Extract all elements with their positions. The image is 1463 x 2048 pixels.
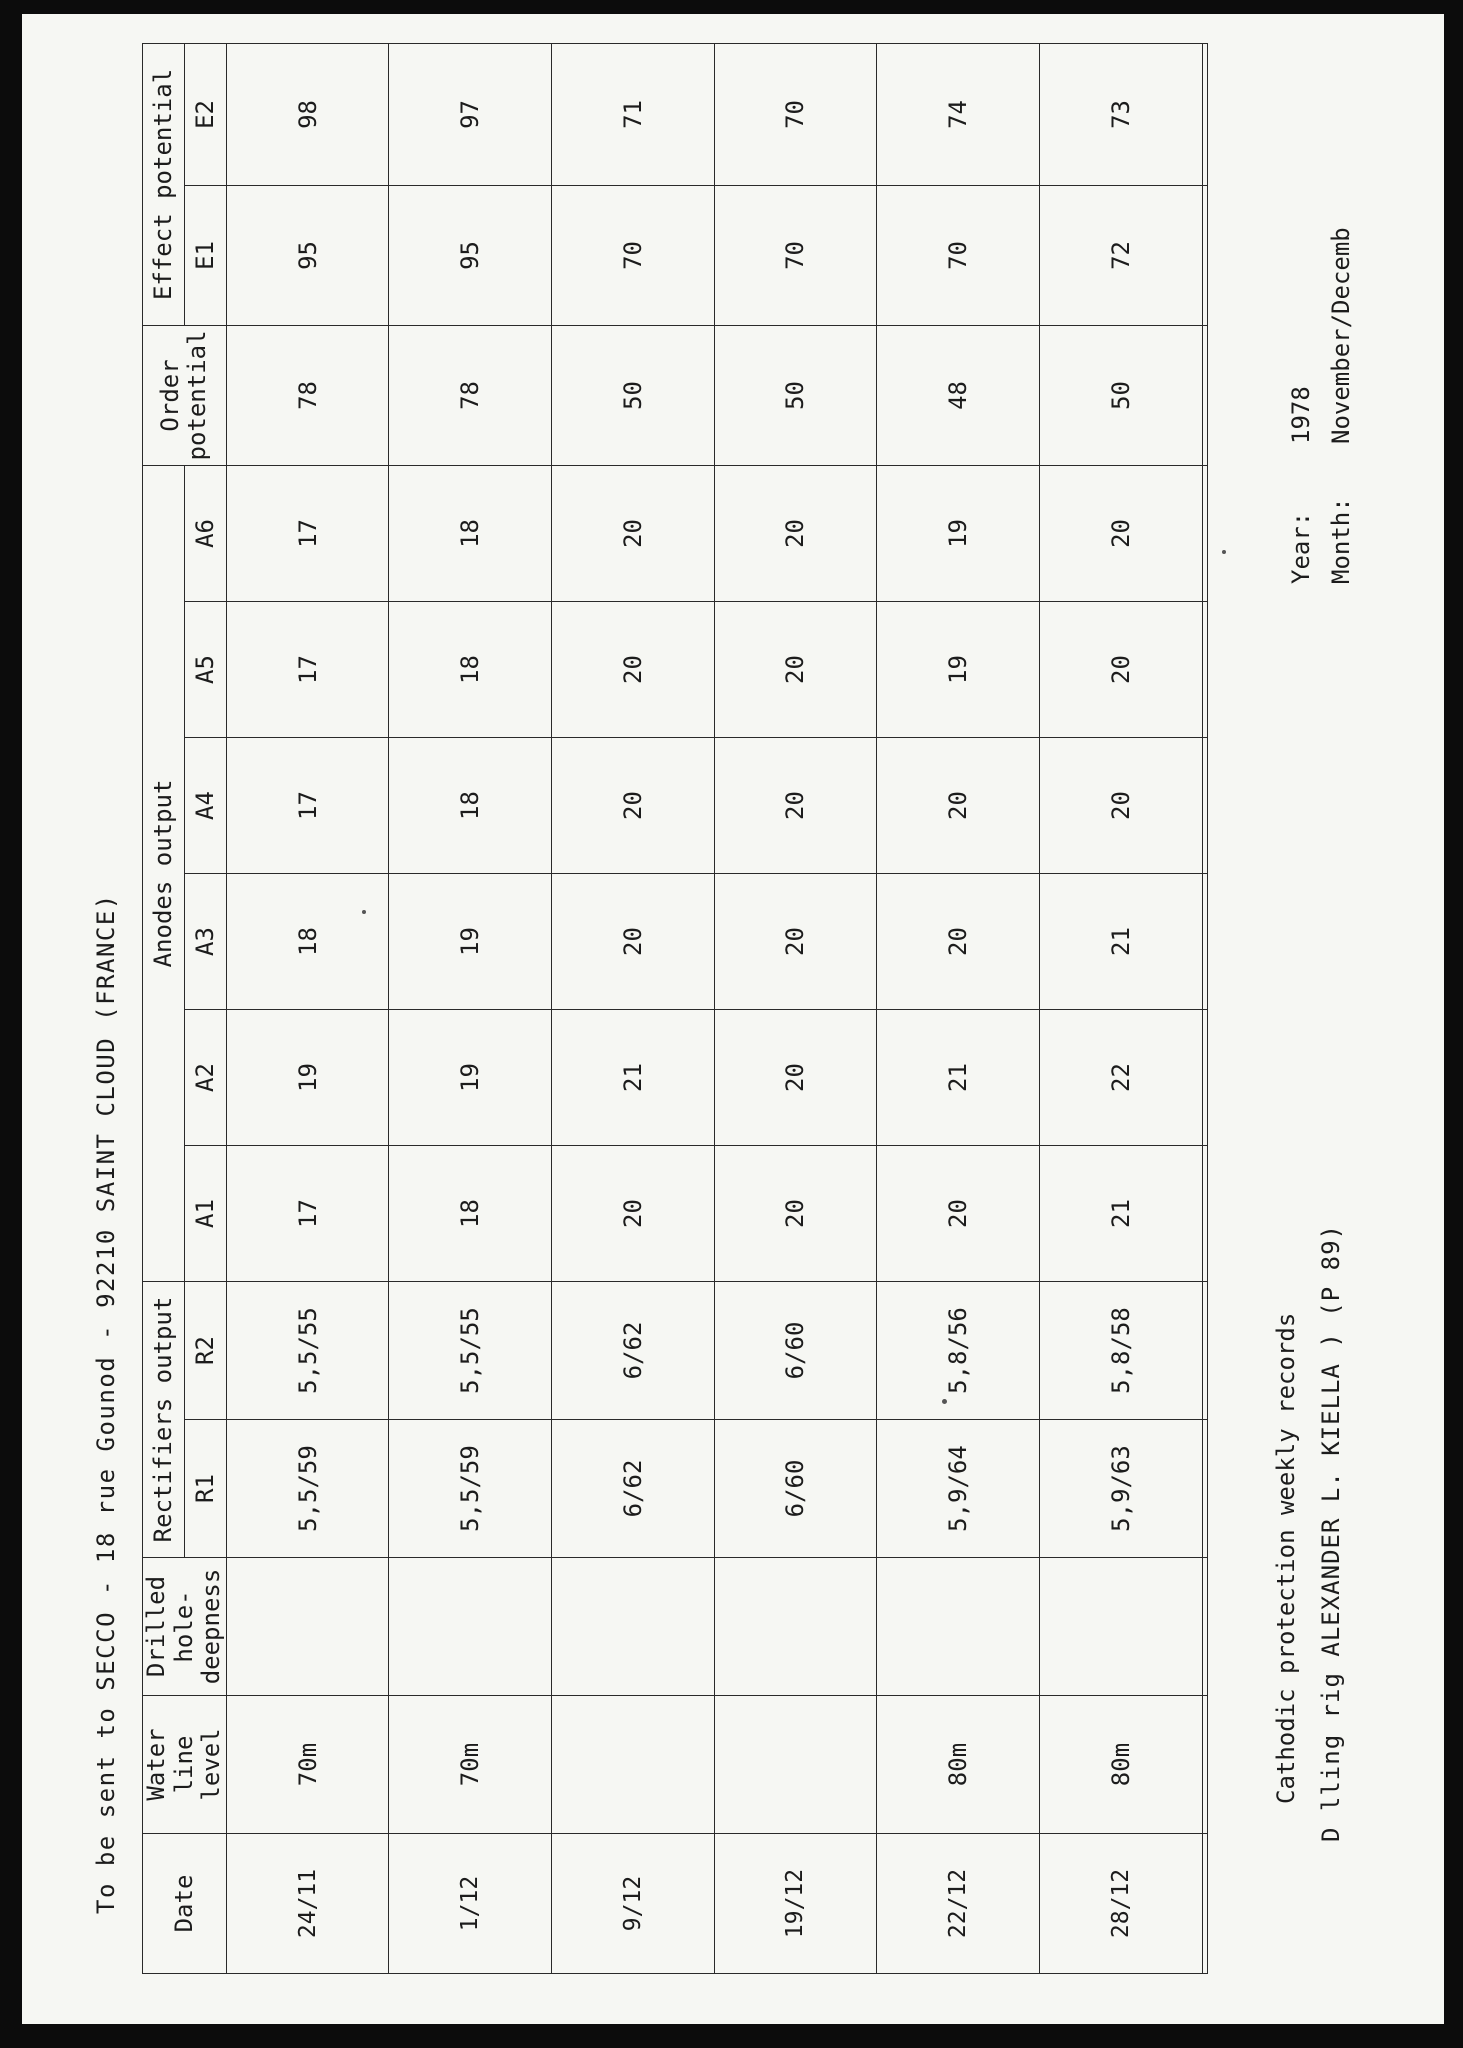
cell-drilled [1202,1558,1208,1696]
rotated-page-content [22,14,1444,2004]
e2-header: E2 [184,43,226,185]
cell-date: 28/12 [1039,1834,1202,1974]
cell-a3: 21 [1039,873,1202,1009]
scan-speck [1222,550,1226,554]
cell-date: 1/12 [389,1834,552,1974]
cell-a4: 18 [389,737,552,873]
rectifiers-output-header: Rectifiers output [143,1281,185,1557]
cell-e2: 70 [714,43,877,185]
cell-a1: 17 [226,1145,389,1281]
cell-a4: 20 [877,737,1040,873]
scan-speck [362,910,366,914]
a3-header: A3 [184,873,226,1009]
a4-header: A4 [184,737,226,873]
cell-a2 [1202,1009,1208,1145]
cell-a6: 19 [877,465,1040,601]
cell-e1 [1202,185,1208,325]
table-row [226,43,389,1973]
cell-a2: 19 [389,1009,552,1145]
cell-a2: 21 [552,1009,715,1145]
cell-r1: 5,5/59 [226,1420,389,1558]
year-label: Year: [1287,511,1315,584]
table-row [1202,43,1208,1973]
cell-drilled [1039,1558,1202,1696]
order-potential-header-line: potential [183,330,212,461]
cell-a2: 21 [877,1009,1040,1145]
water-line-level-header-line: level [197,1728,226,1801]
cell-a5: 20 [1039,601,1202,737]
cell-r2: 5,8/56 [877,1281,1040,1419]
cell-a1: 20 [877,1145,1040,1281]
a5-header: A5 [184,601,226,737]
drilled-hole-deepness-header [143,1558,227,1696]
cell-a2: 22 [1039,1009,1202,1145]
drilled-hole-deepness-header-line: Drilled [142,1575,170,1678]
month-label: Month: [1327,497,1355,584]
cell-drilled [877,1558,1040,1696]
table-body [226,43,1207,1973]
cell-date [1202,1834,1208,1974]
cell-a5: 17 [226,601,389,737]
cell-a1: 18 [389,1145,552,1281]
cell-a1: 20 [552,1145,715,1281]
cell-date: 9/12 [552,1834,715,1974]
table-row [1039,43,1202,1973]
cell-a6: 20 [1039,465,1202,601]
order-potential-header-line: Order [155,359,184,432]
cell-a3: 20 [552,873,715,1009]
cell-a1: 21 [1039,1145,1202,1281]
table-row [877,43,1040,1973]
cell-water: 70m [389,1696,552,1834]
table-row [389,43,552,1973]
cell-e2 [1202,43,1208,185]
cell-a5: 20 [714,601,877,737]
month-value: November/Decemb [1327,227,1355,444]
water-line-level-header-line: line [169,1735,198,1794]
document-subtitle: Cathodic protection weekly records [1272,1312,1300,1804]
cell-a6: 20 [714,465,877,601]
scan-speck [942,1399,947,1404]
e1-header: E1 [184,185,226,325]
cell-r2: 5,5/55 [226,1281,389,1419]
cell-a4 [1202,737,1208,873]
cell-drilled [226,1558,389,1696]
a6-header: A6 [184,465,226,601]
cell-e2: 71 [552,43,715,185]
cell-a6: 20 [552,465,715,601]
cell-r1: 6/60 [714,1420,877,1558]
cell-a3: 20 [877,873,1040,1009]
cell-e1: 95 [226,185,389,325]
cell-a2: 19 [226,1009,389,1145]
table-row [552,43,715,1973]
cell-r1: 5,5/59 [389,1420,552,1558]
cell-order: 78 [226,325,389,465]
cathodic-protection-table [142,43,1208,1974]
cell-r1: 5,9/63 [1039,1420,1202,1558]
order-potential-header [143,325,227,465]
cell-a1 [1202,1145,1208,1281]
cell-a6: 17 [226,465,389,601]
r2-header: R2 [184,1281,226,1419]
cell-e1: 95 [389,185,552,325]
cell-order: 78 [389,325,552,465]
cell-order: 50 [552,325,715,465]
cell-a4: 20 [1039,737,1202,873]
water-line-level-header-line: Water [142,1728,170,1801]
cell-r1: 6/62 [552,1420,715,1558]
cell-r2: 6/60 [714,1281,877,1419]
cell-water: 80m [877,1696,1040,1834]
anodes-output-header: Anodes output [143,465,185,1281]
cell-a3: 19 [389,873,552,1009]
drilled-hole-deepness-header-line: deepness [197,1568,226,1685]
cell-a2: 20 [714,1009,877,1145]
cell-drilled [552,1558,715,1696]
water-line-level-header [143,1696,227,1834]
drilling-rig-title: D lling rig ALEXANDER L. KIELLA ) (P 89) [1317,1224,1345,1842]
cell-a6 [1202,465,1208,601]
cell-r2 [1202,1281,1208,1419]
cell-order [1202,325,1208,465]
cell-e2: 73 [1039,43,1202,185]
r1-header: R1 [184,1420,226,1558]
a1-header: A1 [184,1145,226,1281]
cell-r2: 5,8/58 [1039,1281,1202,1419]
cell-e2: 98 [226,43,389,185]
cell-a5 [1202,601,1208,737]
cell-date: 19/12 [714,1834,877,1974]
cell-e1: 70 [877,185,1040,325]
cell-order: 50 [714,325,877,465]
footer-address: To be sent to SECCO - 18 rue Gounod - 92210 SAINT CLOUD (FRANCE) [92,893,120,1914]
header-row-group [143,43,185,1973]
cell-r1: 5,9/64 [877,1420,1040,1558]
cell-a3: 20 [714,873,877,1009]
a2-header: A2 [184,1009,226,1145]
cell-a3: 18 [226,873,389,1009]
cell-e1: 72 [1039,185,1202,325]
cell-order: 50 [1039,325,1202,465]
cell-order: 48 [877,325,1040,465]
cell-water: 80m [1039,1696,1202,1834]
cell-a4: 20 [714,737,877,873]
cell-e2: 97 [389,43,552,185]
year-value: 1978 [1287,386,1315,444]
cell-e1: 70 [552,185,715,325]
cell-a4: 20 [552,737,715,873]
cell-a4: 17 [226,737,389,873]
effect-potential-header: Effect potential [143,43,185,325]
cell-a3 [1202,873,1208,1009]
cell-water: 70m [226,1696,389,1834]
cell-a5: 19 [877,601,1040,737]
cell-a1: 20 [714,1145,877,1281]
cell-e2: 74 [877,43,1040,185]
cell-water [1202,1696,1208,1834]
cell-r2: 5,5/55 [389,1281,552,1419]
scanned-document-page [22,14,1444,2024]
cell-date: 24/11 [226,1834,389,1974]
cell-a6: 18 [389,465,552,601]
cell-water [552,1696,715,1834]
cell-drilled [714,1558,877,1696]
cell-drilled [389,1558,552,1696]
cell-water [714,1696,877,1834]
table-row [714,43,877,1973]
cell-date: 22/12 [877,1834,1040,1974]
drilled-hole-deepness-header-line: hole- [169,1590,198,1663]
cell-a5: 18 [389,601,552,737]
cell-r1 [1202,1420,1208,1558]
date-header: Date [143,1834,227,1974]
cell-e1: 70 [714,185,877,325]
cell-a5: 20 [552,601,715,737]
cell-r2: 6/62 [552,1281,715,1419]
